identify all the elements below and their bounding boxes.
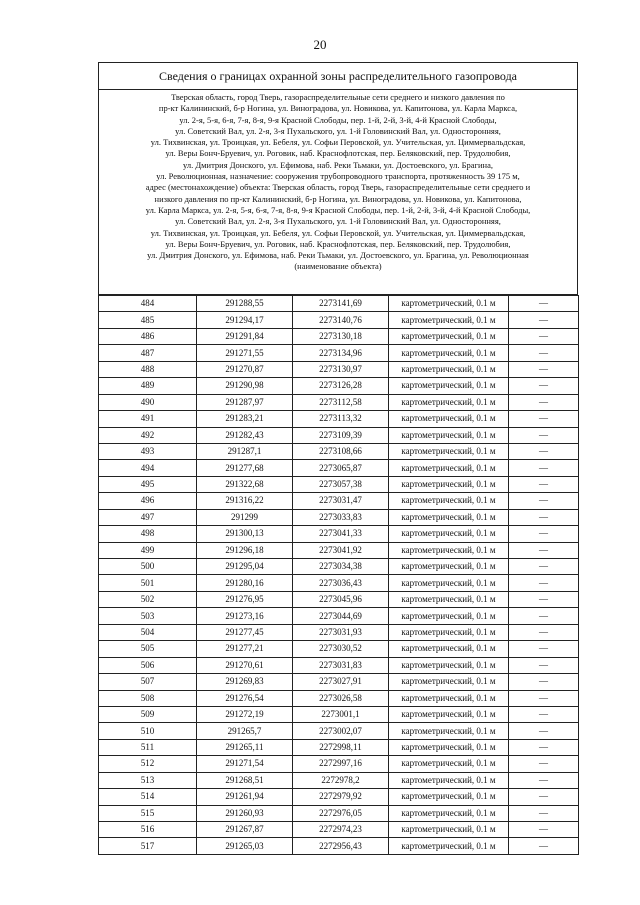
method-cell: картометрический, 0.1 м	[389, 312, 509, 328]
description-line: ул. Дмитрия Донского, ул. Ефимова, наб. Реки Тьмаки, ул. Достоевского, ул. Брагина,	[183, 159, 493, 170]
x-coordinate-cell: 291282,43	[197, 427, 293, 443]
description-dash-cell: —	[509, 411, 579, 427]
x-coordinate-cell: 291280,16	[197, 575, 293, 591]
y-coordinate-cell: 2273041,92	[293, 542, 389, 558]
document-title: Сведения о границах охранной зоны распределительного газопровода	[98, 62, 578, 90]
description-line: ул. Тихвинская, ул. Троицкая, ул. Бебеля, ул. Софьи Перовской, ул. Учительская, ул. Циммервальдская,	[150, 227, 526, 238]
point-number-cell: 501	[99, 575, 197, 591]
y-coordinate-cell: 2273031,93	[293, 624, 389, 640]
table-row	[99, 526, 579, 542]
method-cell: картометрический, 0.1 м	[389, 608, 509, 624]
method-cell: картометрический, 0.1 м	[389, 296, 509, 312]
table-row	[99, 822, 579, 838]
table-row	[99, 427, 579, 443]
description-dash-cell: —	[509, 460, 579, 476]
table-row	[99, 772, 579, 788]
y-coordinate-cell: 2273126,28	[293, 378, 389, 394]
method-cell: картометрический, 0.1 м	[389, 361, 509, 377]
description-dash-cell: —	[509, 822, 579, 838]
description-line: ул. 2-я, 5-я, 6-я, 7-я, 8-я, 9-я Красной Слободы, пер. 1-й, 2-й, 3-й, 4-й Красной Слободы,	[179, 114, 497, 125]
description-dash-cell: —	[509, 526, 579, 542]
y-coordinate-cell: 2272998,11	[293, 739, 389, 755]
y-coordinate-cell: 2272978,2	[293, 772, 389, 788]
y-coordinate-cell: 2273027,91	[293, 674, 389, 690]
method-cell: картометрический, 0.1 м	[389, 789, 509, 805]
method-cell: картометрический, 0.1 м	[389, 328, 509, 344]
description-dash-cell: —	[509, 361, 579, 377]
x-coordinate-cell: 291269,83	[197, 674, 293, 690]
method-cell: картометрический, 0.1 м	[389, 345, 509, 361]
method-cell: картометрический, 0.1 м	[389, 723, 509, 739]
point-number-cell: 509	[99, 706, 197, 722]
x-coordinate-cell: 291287,97	[197, 394, 293, 410]
point-number-cell: 514	[99, 789, 197, 805]
description-line: ул. Дмитрия Донского, ул. Ефимова, наб. Реки Тьмаки, ул. Достоевского, ул. Брагина, ул. Революционная	[147, 250, 529, 261]
method-cell: картометрический, 0.1 м	[389, 641, 509, 657]
description-dash-cell: —	[509, 674, 579, 690]
y-coordinate-cell: 2273033,83	[293, 509, 389, 525]
table-row	[99, 328, 579, 344]
description-dash-cell: —	[509, 739, 579, 755]
table-row	[99, 476, 579, 492]
description-dash-cell: —	[509, 772, 579, 788]
table-row	[99, 805, 579, 821]
x-coordinate-cell: 291270,87	[197, 361, 293, 377]
point-number-cell: 505	[99, 641, 197, 657]
point-number-cell: 500	[99, 559, 197, 575]
method-cell: картометрический, 0.1 м	[389, 805, 509, 821]
description-dash-cell: —	[509, 575, 579, 591]
point-number-cell: 516	[99, 822, 197, 838]
description-dash-cell: —	[509, 509, 579, 525]
x-coordinate-cell: 291276,54	[197, 690, 293, 706]
description-dash-cell: —	[509, 296, 579, 312]
method-cell: картометрический, 0.1 м	[389, 772, 509, 788]
point-number-cell: 503	[99, 608, 197, 624]
y-coordinate-cell: 2273034,38	[293, 559, 389, 575]
point-number-cell: 499	[99, 542, 197, 558]
x-coordinate-cell: 291299	[197, 509, 293, 525]
table-row	[99, 723, 579, 739]
x-coordinate-cell: 291260,93	[197, 805, 293, 821]
y-coordinate-cell: 2273045,96	[293, 591, 389, 607]
description-line: ул. Карла Маркса, ул. 2-я, 5-я, 6-я, 7-я, 8-я, 9-я Красной Слободы, пер. 1-й, 2-й, 3-й, 4-й Красной Слободы,	[145, 204, 531, 215]
description-dash-cell: —	[509, 345, 579, 361]
description-dash-cell: —	[509, 312, 579, 328]
point-number-cell: 510	[99, 723, 197, 739]
method-cell: картометрический, 0.1 м	[389, 624, 509, 640]
method-cell: картометрический, 0.1 м	[389, 460, 509, 476]
point-number-cell: 513	[99, 772, 197, 788]
x-coordinate-cell: 291261,94	[197, 789, 293, 805]
description-dash-cell: —	[509, 394, 579, 410]
point-number-cell: 515	[99, 805, 197, 821]
x-coordinate-cell: 291265,11	[197, 739, 293, 755]
table-row	[99, 838, 579, 854]
y-coordinate-cell: 2273002,07	[293, 723, 389, 739]
table-row	[99, 608, 579, 624]
y-coordinate-cell: 2273031,47	[293, 493, 389, 509]
point-number-cell: 517	[99, 838, 197, 854]
point-number-cell: 508	[99, 690, 197, 706]
x-coordinate-cell: 291296,18	[197, 542, 293, 558]
table-row	[99, 542, 579, 558]
y-coordinate-cell: 2273057,38	[293, 476, 389, 492]
point-number-cell: 506	[99, 657, 197, 673]
table-row	[99, 460, 579, 476]
method-cell: картометрический, 0.1 м	[389, 706, 509, 722]
table-row	[99, 312, 579, 328]
x-coordinate-cell: 291290,98	[197, 378, 293, 394]
y-coordinate-cell: 2273130,97	[293, 361, 389, 377]
point-number-cell: 494	[99, 460, 197, 476]
method-cell: картометрический, 0.1 м	[389, 657, 509, 673]
x-coordinate-cell: 291277,21	[197, 641, 293, 657]
method-cell: картометрический, 0.1 м	[389, 443, 509, 459]
table-row	[99, 641, 579, 657]
point-number-cell: 487	[99, 345, 197, 361]
method-cell: картометрический, 0.1 м	[389, 690, 509, 706]
description-dash-cell: —	[509, 805, 579, 821]
table-row	[99, 443, 579, 459]
x-coordinate-cell: 291267,87	[197, 822, 293, 838]
description-dash-cell: —	[509, 641, 579, 657]
description-dash-cell: —	[509, 427, 579, 443]
method-cell: картометрический, 0.1 м	[389, 542, 509, 558]
method-cell: картометрический, 0.1 м	[389, 526, 509, 542]
x-coordinate-cell: 291322,68	[197, 476, 293, 492]
point-number-cell: 507	[99, 674, 197, 690]
coordinates-table	[98, 295, 579, 855]
y-coordinate-cell: 2273130,18	[293, 328, 389, 344]
table-row	[99, 411, 579, 427]
y-coordinate-cell: 2273044,69	[293, 608, 389, 624]
point-number-cell: 504	[99, 624, 197, 640]
point-number-cell: 484	[99, 296, 197, 312]
y-coordinate-cell: 2273031,83	[293, 657, 389, 673]
description-dash-cell: —	[509, 756, 579, 772]
table-row	[99, 739, 579, 755]
point-number-cell: 498	[99, 526, 197, 542]
x-coordinate-cell: 291294,17	[197, 312, 293, 328]
description-line: пр-кт Калининский, б-р Ногина, ул. Виноградова, ул. Новикова, ул. Капитонова, ул. Карла Маркса,	[158, 103, 518, 114]
point-number-cell: 488	[99, 361, 197, 377]
method-cell: картометрический, 0.1 м	[389, 674, 509, 690]
description-dash-cell: —	[509, 706, 579, 722]
method-cell: картометрический, 0.1 м	[389, 427, 509, 443]
x-coordinate-cell: 291291,84	[197, 328, 293, 344]
x-coordinate-cell: 291265,7	[197, 723, 293, 739]
description-dash-cell: —	[509, 789, 579, 805]
point-number-cell: 496	[99, 493, 197, 509]
table-row	[99, 296, 579, 312]
table-row	[99, 624, 579, 640]
description-dash-cell: —	[509, 542, 579, 558]
x-coordinate-cell: 291300,13	[197, 526, 293, 542]
point-number-cell: 497	[99, 509, 197, 525]
x-coordinate-cell: 291271,54	[197, 756, 293, 772]
description-line: ул. Советский Вал, ул. 2-я, 3-я Пухальского, ул. 1-й Головинский Вал, ул. Односторонняя,	[175, 125, 501, 136]
description-line: ул. Тихвинская, ул. Троицкая, ул. Бебеля, ул. Софьи Перовской, ул. Учительская, ул. Циммервальдская,	[150, 137, 526, 148]
y-coordinate-cell: 2273134,96	[293, 345, 389, 361]
description-line: ул. Революционная, назначение: сооружения трубопроводного транспорта, протяженность 39 175 м,	[156, 171, 520, 182]
description-dash-cell: —	[509, 657, 579, 673]
x-coordinate-cell: 291270,61	[197, 657, 293, 673]
description-dash-cell: —	[509, 624, 579, 640]
description-dash-cell: —	[509, 328, 579, 344]
table-row	[99, 756, 579, 772]
description-line: ул. Советский Вал, ул. 2-я, 3-я Пухальского, ул. 1-й Головинский Вал, ул. Односторонняя,	[175, 216, 501, 227]
x-coordinate-cell: 291265,03	[197, 838, 293, 854]
description-dash-cell: —	[509, 690, 579, 706]
point-number-cell: 489	[99, 378, 197, 394]
method-cell: картометрический, 0.1 м	[389, 378, 509, 394]
method-cell: картометрический, 0.1 м	[389, 838, 509, 854]
table-row	[99, 509, 579, 525]
y-coordinate-cell: 2273112,58	[293, 394, 389, 410]
y-coordinate-cell: 2272976,05	[293, 805, 389, 821]
method-cell: картометрический, 0.1 м	[389, 509, 509, 525]
description-dash-cell: —	[509, 559, 579, 575]
method-cell: картометрический, 0.1 м	[389, 739, 509, 755]
x-coordinate-cell: 291271,55	[197, 345, 293, 361]
x-coordinate-cell: 291277,45	[197, 624, 293, 640]
document-sheet	[98, 62, 578, 855]
table-row	[99, 789, 579, 805]
table-row	[99, 591, 579, 607]
x-coordinate-cell: 291272,19	[197, 706, 293, 722]
point-number-cell: 511	[99, 739, 197, 755]
point-number-cell: 486	[99, 328, 197, 344]
description-dash-cell: —	[509, 838, 579, 854]
y-coordinate-cell: 2273041,33	[293, 526, 389, 542]
point-number-cell: 502	[99, 591, 197, 607]
object-description	[98, 90, 578, 295]
table-row	[99, 361, 579, 377]
x-coordinate-cell: 291283,21	[197, 411, 293, 427]
point-number-cell: 485	[99, 312, 197, 328]
point-number-cell: 490	[99, 394, 197, 410]
y-coordinate-cell: 2272974,23	[293, 822, 389, 838]
page-number: 20	[313, 37, 327, 52]
description-dash-cell: —	[509, 591, 579, 607]
x-coordinate-cell: 291273,16	[197, 608, 293, 624]
method-cell: картометрический, 0.1 м	[389, 394, 509, 410]
table-row	[99, 706, 579, 722]
method-cell: картометрический, 0.1 м	[389, 575, 509, 591]
y-coordinate-cell: 2273140,76	[293, 312, 389, 328]
method-cell: картометрический, 0.1 м	[389, 476, 509, 492]
y-coordinate-cell: 2273108,66	[293, 443, 389, 459]
description-dash-cell: —	[509, 443, 579, 459]
x-coordinate-cell: 291268,51	[197, 772, 293, 788]
y-coordinate-cell: 2273036,43	[293, 575, 389, 591]
description-line: низкого давления по пр-кт Калининский, б-р Ногина, ул. Виноградова, ул. Новикова, ул. Капитонова,	[154, 193, 522, 204]
table-row	[99, 493, 579, 509]
description-dash-cell: —	[509, 723, 579, 739]
point-number-cell: 493	[99, 443, 197, 459]
table-row	[99, 394, 579, 410]
y-coordinate-cell: 2273001,1	[293, 706, 389, 722]
y-coordinate-cell: 2272979,92	[293, 789, 389, 805]
description-line: ул. Веры Бонч-Бруевич, ул. Роговик, наб. Краснофлотская, пер. Беляковский, пер. Трудолюбия,	[165, 238, 511, 249]
y-coordinate-cell: 2273113,32	[293, 411, 389, 427]
x-coordinate-cell: 291288,55	[197, 296, 293, 312]
description-dash-cell: —	[509, 608, 579, 624]
x-coordinate-cell: 291295,04	[197, 559, 293, 575]
method-cell: картометрический, 0.1 м	[389, 559, 509, 575]
table-row	[99, 575, 579, 591]
x-coordinate-cell: 291277,68	[197, 460, 293, 476]
table-row	[99, 690, 579, 706]
method-cell: картометрический, 0.1 м	[389, 756, 509, 772]
x-coordinate-cell: 291276,95	[197, 591, 293, 607]
point-number-cell: 512	[99, 756, 197, 772]
table-row	[99, 345, 579, 361]
description-dash-cell: —	[509, 378, 579, 394]
y-coordinate-cell: 2273065,87	[293, 460, 389, 476]
y-coordinate-cell: 2273109,39	[293, 427, 389, 443]
y-coordinate-cell: 2272997,16	[293, 756, 389, 772]
description-caption: (наименование объекта)	[294, 261, 382, 272]
table-row	[99, 674, 579, 690]
description-dash-cell: —	[509, 476, 579, 492]
method-cell: картометрический, 0.1 м	[389, 591, 509, 607]
y-coordinate-cell: 2273030,52	[293, 641, 389, 657]
point-number-cell: 495	[99, 476, 197, 492]
point-number-cell: 492	[99, 427, 197, 443]
method-cell: картометрический, 0.1 м	[389, 493, 509, 509]
table-row	[99, 657, 579, 673]
point-number-cell: 491	[99, 411, 197, 427]
x-coordinate-cell: 291287,1	[197, 443, 293, 459]
description-dash-cell: —	[509, 493, 579, 509]
y-coordinate-cell: 2272956,43	[293, 838, 389, 854]
method-cell: картометрический, 0.1 м	[389, 411, 509, 427]
y-coordinate-cell: 2273026,58	[293, 690, 389, 706]
table-row	[99, 559, 579, 575]
y-coordinate-cell: 2273141,69	[293, 296, 389, 312]
description-line: ул. Веры Бонч-Бруевич, ул. Роговик, наб. Краснофлотская, пер. Беляковский, пер. Трудолюбия,	[165, 148, 511, 159]
x-coordinate-cell: 291316,22	[197, 493, 293, 509]
description-line: Тверская область, город Тверь, газораспределительные сети среднего и низкого давления по	[171, 92, 505, 102]
table-row	[99, 378, 579, 394]
method-cell: картометрический, 0.1 м	[389, 822, 509, 838]
description-line: адрес (местонахождение) объекта: Тверская область, город Тверь, газораспределительные сети среднего и	[145, 182, 531, 193]
